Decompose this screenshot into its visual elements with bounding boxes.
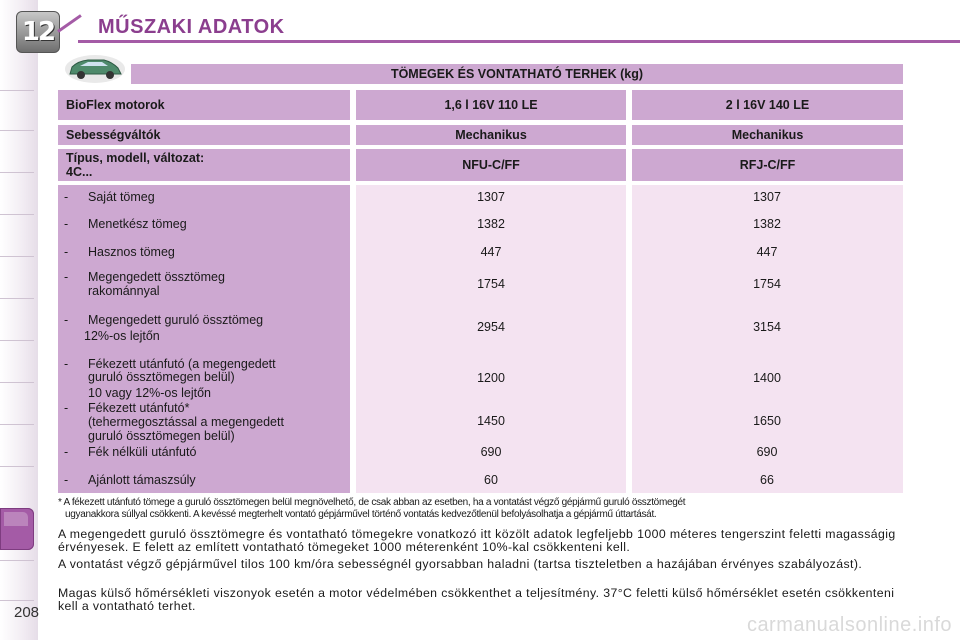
gearbox-col1: Mechanikus xyxy=(356,125,626,145)
engine-col1: 1,6 l 16V 110 LE xyxy=(356,90,626,120)
dash: - xyxy=(64,357,69,371)
row-value-col2: 1382 xyxy=(753,217,781,231)
row-label-line: Megengedett guruló össztömeg xyxy=(88,313,264,327)
chapter-tab-strip xyxy=(0,0,38,640)
row-label-line: guruló össztömegen belül) xyxy=(88,429,235,443)
row-label-line: (tehermegosztással a megengedett xyxy=(88,415,284,429)
engine-label: BioFlex motorok xyxy=(58,90,350,120)
row-value-col2: 66 xyxy=(760,473,774,487)
row-value-col1: 60 xyxy=(484,473,498,487)
row-label-line: Fék nélküli utánfutó xyxy=(88,445,197,459)
active-chapter-tab[interactable] xyxy=(0,508,34,550)
footnote-line: ugyanakkora súllyal csökkenti. A kevéssé megterhelt vontató gépjárművel történő vontatás kedvezőtlenül befolyásolhatja a gépjármű úttartását. xyxy=(65,509,657,520)
row-label-line: rakománnyal xyxy=(88,284,160,298)
row-label-line: 10 vagy 12%-os lejtőn xyxy=(88,386,211,400)
dash: - xyxy=(64,401,69,415)
row-value-col1: 2954 xyxy=(477,320,505,334)
footnote-line: * A fékezett utánfutó tömege a guruló össztömegen belül megnövelhető, de csak abban az esetben, ha a vontatást végző gépjármű guruló össztömegét xyxy=(58,497,686,508)
dash: - xyxy=(64,313,69,327)
row-value-col1: 1450 xyxy=(477,414,505,428)
page-title: MŰSZAKI ADATOK xyxy=(98,16,285,38)
engine-col2: 2 l 16V 140 LE xyxy=(632,90,903,120)
dash: - xyxy=(64,217,69,231)
paragraph-speed: A vontatást végző gépjárművel tilos 100 km/óra sebességnél gyorsabban haladni (tartsa tiszteletben a hazájában érvényes szabályozást). xyxy=(58,557,863,571)
header-rule xyxy=(78,40,960,43)
row-value-col1: 447 xyxy=(480,245,502,259)
table-title: TÖMEGEK ÉS VONTATHATÓ TERHEK (kg) xyxy=(131,64,903,84)
row-label-line: guruló össztömegen belül) xyxy=(88,370,235,384)
type-col2: RFJ-C/FF xyxy=(632,149,903,181)
gearbox-col2: Mechanikus xyxy=(632,125,903,145)
header-rule-slant xyxy=(57,14,82,33)
dash: - xyxy=(64,190,69,204)
dash: - xyxy=(64,270,69,284)
watermark: carmanualsonline.info xyxy=(746,614,952,636)
footnote xyxy=(58,497,908,521)
dash: - xyxy=(64,445,69,459)
dash: - xyxy=(64,473,69,487)
row-value-col2: 690 xyxy=(756,445,778,459)
row-value-col2: 1400 xyxy=(753,371,781,385)
row-value-col1: 1200 xyxy=(477,371,505,385)
car-icon xyxy=(64,54,126,84)
type-label xyxy=(58,149,350,181)
row-value-col2: 1650 xyxy=(753,414,781,428)
row-value-col1: 1754 xyxy=(477,277,505,291)
row-value-col2: 3154 xyxy=(753,320,781,334)
row-label-line: Megengedett össztömeg xyxy=(88,270,225,284)
row-value-col2: 1307 xyxy=(753,190,781,204)
row-value-col1: 1382 xyxy=(477,217,505,231)
row-value-col1: 690 xyxy=(480,445,502,459)
row-label-extra: 12%-os lejtőn xyxy=(84,329,160,343)
row-value-col2: 447 xyxy=(756,245,778,259)
row-label-line: Fékezett utánfutó (a megengedett xyxy=(88,357,276,371)
row-label-line: Saját tömeg xyxy=(88,190,155,204)
paragraph-altitude: A megengedett guruló össztömegre és vontatható tömegekre vonatkozó itt közölt adatok legfeljebb 1000 méteres tengerszint feletti magasságig érvényesek. E felett az említett vontatható tömegeket 1000 méterenként 10%-kal csökkenteni kell. xyxy=(58,527,896,554)
row-value-col1: 1307 xyxy=(477,190,505,204)
row-label-line: Ajánlott támaszsúly xyxy=(88,473,196,487)
page-number: 208 xyxy=(14,604,40,621)
dash: - xyxy=(64,245,69,259)
row-label-line: Fékezett utánfutó* xyxy=(88,401,190,415)
chapter-number-badge: 12 xyxy=(16,11,60,53)
row-label-line: Menetkész tömeg xyxy=(88,217,187,231)
row-label-line: Hasznos tömeg xyxy=(88,245,175,259)
gearbox-label: Sebességváltók xyxy=(58,125,350,145)
paragraph-temperature: Magas külső hőmérsékleti viszonyok esetén a motor védelmében csökkenthet a teljesítmény. 37°C feletti külső hőmérséklet esetén csökkenteni kell a vontatható terhet. xyxy=(58,586,895,613)
type-label-line2: 4C... xyxy=(66,165,93,179)
type-label-line1: Típus, modell, változat: xyxy=(66,151,205,165)
type-col1: NFU-C/FF xyxy=(356,149,626,181)
row-value-col2: 1754 xyxy=(753,277,781,291)
